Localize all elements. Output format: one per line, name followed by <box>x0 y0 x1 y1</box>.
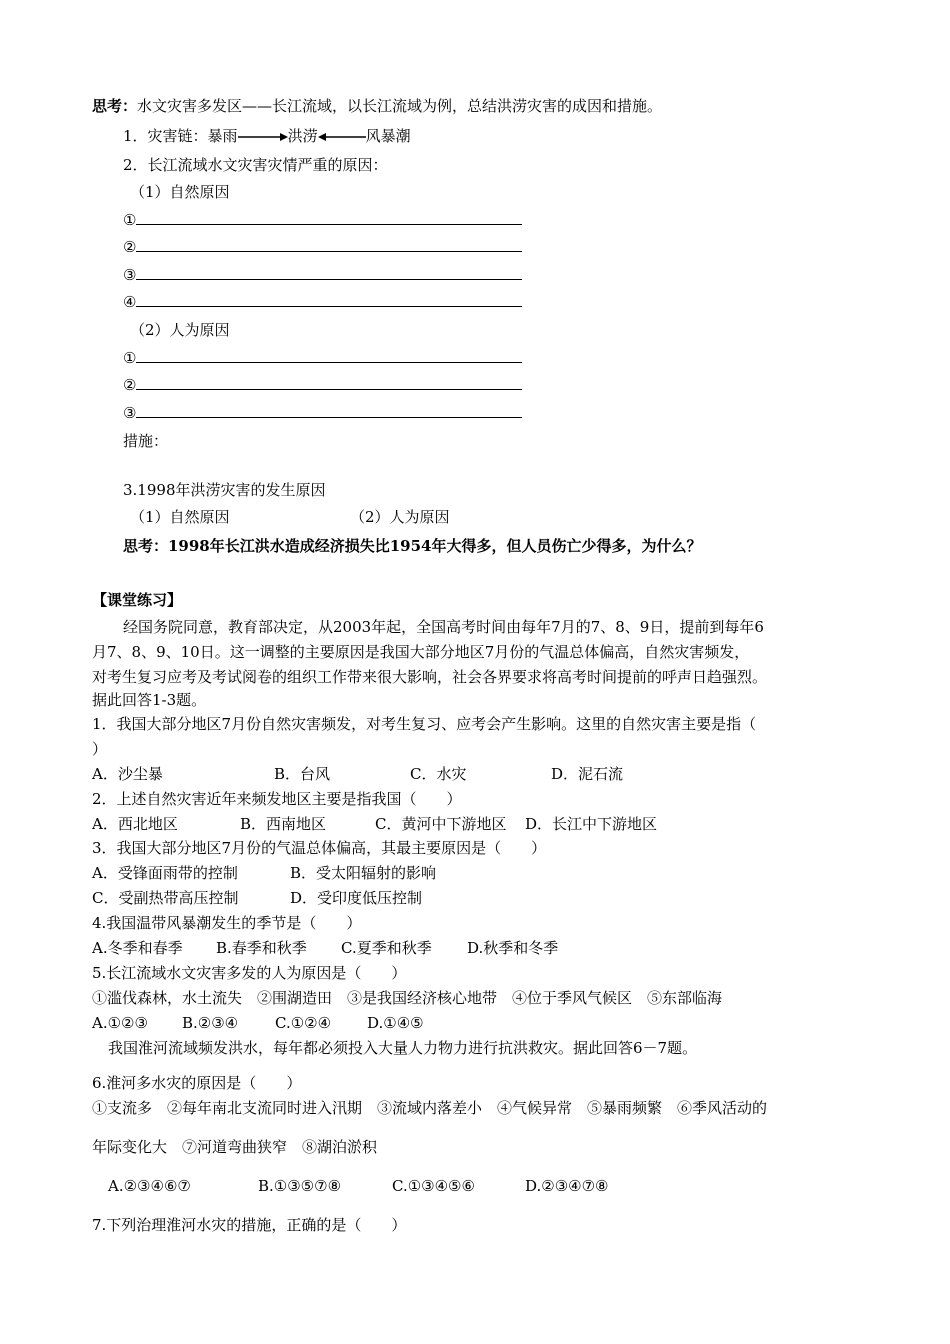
q1-option-d: D．泥石流 <box>551 765 624 783</box>
practice-heading: 【课堂练习】 <box>92 591 183 609</box>
human-reason-line-2: ② <box>123 375 522 395</box>
q4-option-c: C.夏季和秋季 <box>341 939 432 957</box>
chain-prefix: 1．灾害链： <box>123 127 208 145</box>
huai-intro: 我国淮河流域频发洪水，每年都必须投入大量人力物力进行抗洪救灾。据此回答6－7题。 <box>108 1039 698 1057</box>
q7-stem: 7.下列治理淮河水灾的措施，正确的是（ ） <box>92 1216 407 1234</box>
disaster-chain <box>123 126 411 146</box>
arrow-right-icon <box>238 132 288 142</box>
practice-intro-line-4: 据此回答1-3题。 <box>92 691 207 709</box>
q1-stem-cont: ） <box>92 740 108 758</box>
q6-items-line-1: ①支流多 ②每年南北支流同时进入汛期 ③流域内落差小 ④气候异常 ⑤暴雨频繁 ⑥季风活动的 <box>92 1099 768 1117</box>
natural-reason-line-4: ④ <box>123 292 522 312</box>
flood-1998-title: 3.1998年洪涝灾害的发生原因 <box>123 481 326 499</box>
chain-item-rainstorm: 暴雨 <box>207 127 238 145</box>
arrow-left-icon <box>318 132 366 142</box>
q6-items-line-2: 年际变化大 ⑦河道弯曲狭窄 ⑧湖泊淤积 <box>92 1138 378 1156</box>
q4-option-b: B.春季和秋季 <box>216 939 307 957</box>
q2-stem: 2．上述自然灾害近年来频发地区主要是指我国（ ） <box>92 790 462 808</box>
q3-option-b: B．受太阳辐射的影响 <box>290 864 437 882</box>
q3-stem: 3．我国大部分地区7月份的气温总体偏高，其最主要原因是（ ） <box>92 839 547 857</box>
q5-option-a: A.①②③ <box>92 1014 148 1032</box>
think-question-1998: 思考：1998年长江洪水造成经济损失比1954年大得多，但人员伤亡少得多，为什么？ <box>123 537 702 555</box>
q5-option-c: C.①②④ <box>275 1014 332 1032</box>
natural-reason-line-2: ② <box>123 237 522 257</box>
q3-option-c: C．受副热带高压控制 <box>92 889 239 907</box>
q6-option-c: C.①③④⑤⑥ <box>392 1177 475 1195</box>
chain-item-storm-surge: 风暴潮 <box>365 127 411 145</box>
practice-intro-line-3: 对考生复习应考及考试阅卷的组织工作带来很大影响，社会各界要求将高考时间提前的呼声日趋强烈。 <box>92 668 768 686</box>
q3-option-d: D．受印度低压控制 <box>290 889 423 907</box>
natural-reason-line-3: ③ <box>123 265 522 285</box>
measures-label: 措施： <box>123 432 169 450</box>
q6-option-a: A.②③④⑥⑦ <box>108 1177 191 1195</box>
q5-items: ①滥伐森林，水土流失 ②围湖造田 ③是我国经济核心地带 ④位于季风气候区 ⑤东部临海 <box>92 989 723 1007</box>
natural-reason-line-1: ① <box>123 210 522 230</box>
q1-option-c: C．水灾 <box>410 765 467 783</box>
natural-reason-title: （1）自然原因 <box>130 183 230 201</box>
q4-stem: 4.我国温带风暴潮发生的季节是（ ） <box>92 914 362 932</box>
q1-stem: 1．我国大部分地区7月份自然灾害频发，对考生复习、应考会产生影响。这里的自然灾害主要是指（ <box>92 715 757 733</box>
flood-1998-human: （2）人为原因 <box>350 508 450 526</box>
think-prompt <box>92 96 662 116</box>
q4-option-d: D.秋季和冬季 <box>467 939 559 957</box>
q5-option-d: D.①④⑤ <box>367 1014 424 1032</box>
practice-intro-line-1: 经国务院同意，教育部决定，从2003年起，全国高考时间由每年7月的7、8、9日，提前到每年6 <box>123 618 764 636</box>
human-reason-line-1: ① <box>123 348 522 368</box>
q6-option-d: D.②③④⑦⑧ <box>525 1177 609 1195</box>
human-reason-title: （2）人为原因 <box>130 321 230 339</box>
q2-option-c: C．黄河中下游地区 <box>375 815 507 833</box>
q1-option-a: A．沙尘暴 <box>92 765 163 783</box>
q2-option-b: B．西南地区 <box>240 815 327 833</box>
chain-item-flood: 洪涝 <box>287 127 318 145</box>
q2-option-d: D．长江中下游地区 <box>525 815 658 833</box>
q4-option-a: A.冬季和春季 <box>92 939 183 957</box>
q6-stem: 6.淮河多水灾的原因是（ ） <box>92 1074 302 1092</box>
practice-intro-line-2: 月7、8、9、10日。这一调整的主要原因是我国大部分地区7月份的气温总体偏高，自然灾害频发， <box>92 643 750 661</box>
q3-option-a: A．受锋面雨带的控制 <box>92 864 238 882</box>
human-reason-line-3: ③ <box>123 403 522 423</box>
q5-option-b: B.②③④ <box>182 1014 239 1032</box>
q2-option-a: A．西北地区 <box>92 815 178 833</box>
q1-option-b: B．台风 <box>274 765 331 783</box>
think-label: 思考： <box>92 97 138 115</box>
think-text: 水文灾害多发区——长江流域，以长江流域为例，总结洪涝灾害的成因和措施。 <box>137 97 663 115</box>
q5-stem: 5.长江流域水文灾害多发的人为原因是（ ） <box>92 964 407 982</box>
q6-option-b: B.①③⑤⑦⑧ <box>258 1177 342 1195</box>
reason-title: 2．长江流域水文灾害灾情严重的原因： <box>123 156 388 174</box>
flood-1998-natural: （1）自然原因 <box>130 508 230 526</box>
